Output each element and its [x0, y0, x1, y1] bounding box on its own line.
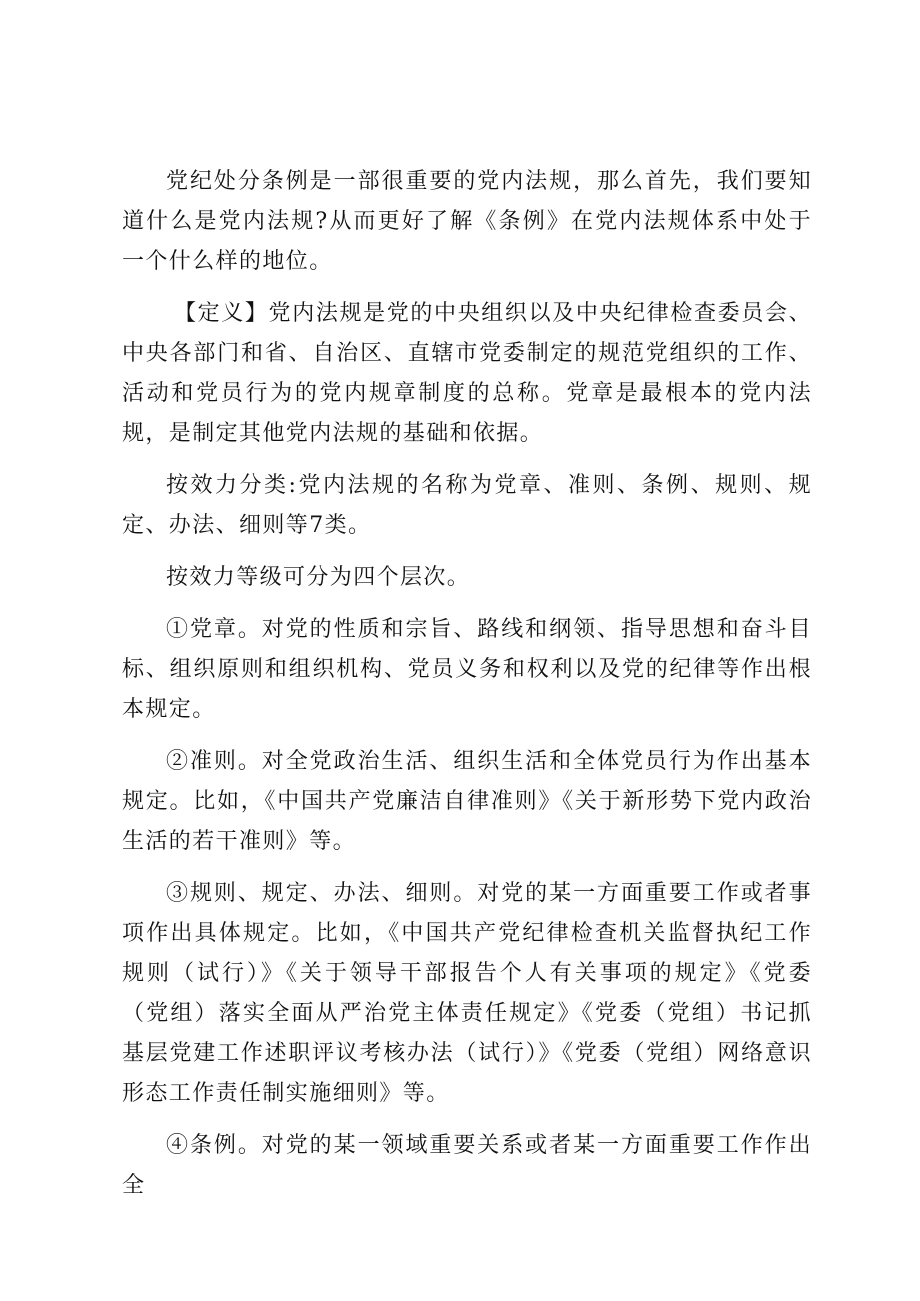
paragraph-level-3: ③规则、规定、办法、细则。对党的某一方面重要工作或者事项作出具体规定。比如，《中国共产党纪律检查机关监督执纪工作规则（试行）》《关于领导干部报告个人有关事项的规定》《党委（党组）落实全面从严治党主体责任规定》《党委（党组）书记抓基层党建工作述职评议考核办法（试行）》《党委（党组）网络意识形态工作责任制实施细则》等。: [122, 881, 812, 1106]
paragraph-level-1: ①党章。对党的性质和宗旨、路线和纲领、指导思想和奋斗目标、组织原则和组织机构、党员义务和权利以及党的纪律等作出根本规定。: [122, 617, 812, 722]
paragraph-definition: 【定义】党内法规是党的中央组织以及中央纪律检查委员会、中央各部门和省、自治区、直辖市党委制定的规范党组织的工作、活动和党员行为的党内规章制度的总称。党章是最根本的党内法规，是制定其他党内法规的基础和依据。: [122, 301, 812, 446]
document-body: [122, 162, 812, 1218]
paragraph-classification: 按效力分类:党内法规的名称为党章、准则、条例、规则、规定、办法、细则等7类。: [122, 473, 812, 538]
paragraph-intro: 党纪处分条例是一部很重要的党内法规，那么首先，我们要知道什么是党内法规?从而更好了解《条例》在党内法规体系中处于一个什么样的地位。: [122, 169, 812, 274]
paragraph-level-2: ②准则。对全党政治生活、组织生活和全体党员行为作出基本规定。比如，《中国共产党廉洁自律准则》《关于新形势下党内政治生活的若干准则》等。: [122, 749, 812, 854]
paragraph-levels: 按效力等级可分为四个层次。: [166, 565, 471, 590]
paragraph-level-4: ④条例。对党的某一领域重要关系或者某一方面重要工作作出全: [122, 1133, 812, 1198]
